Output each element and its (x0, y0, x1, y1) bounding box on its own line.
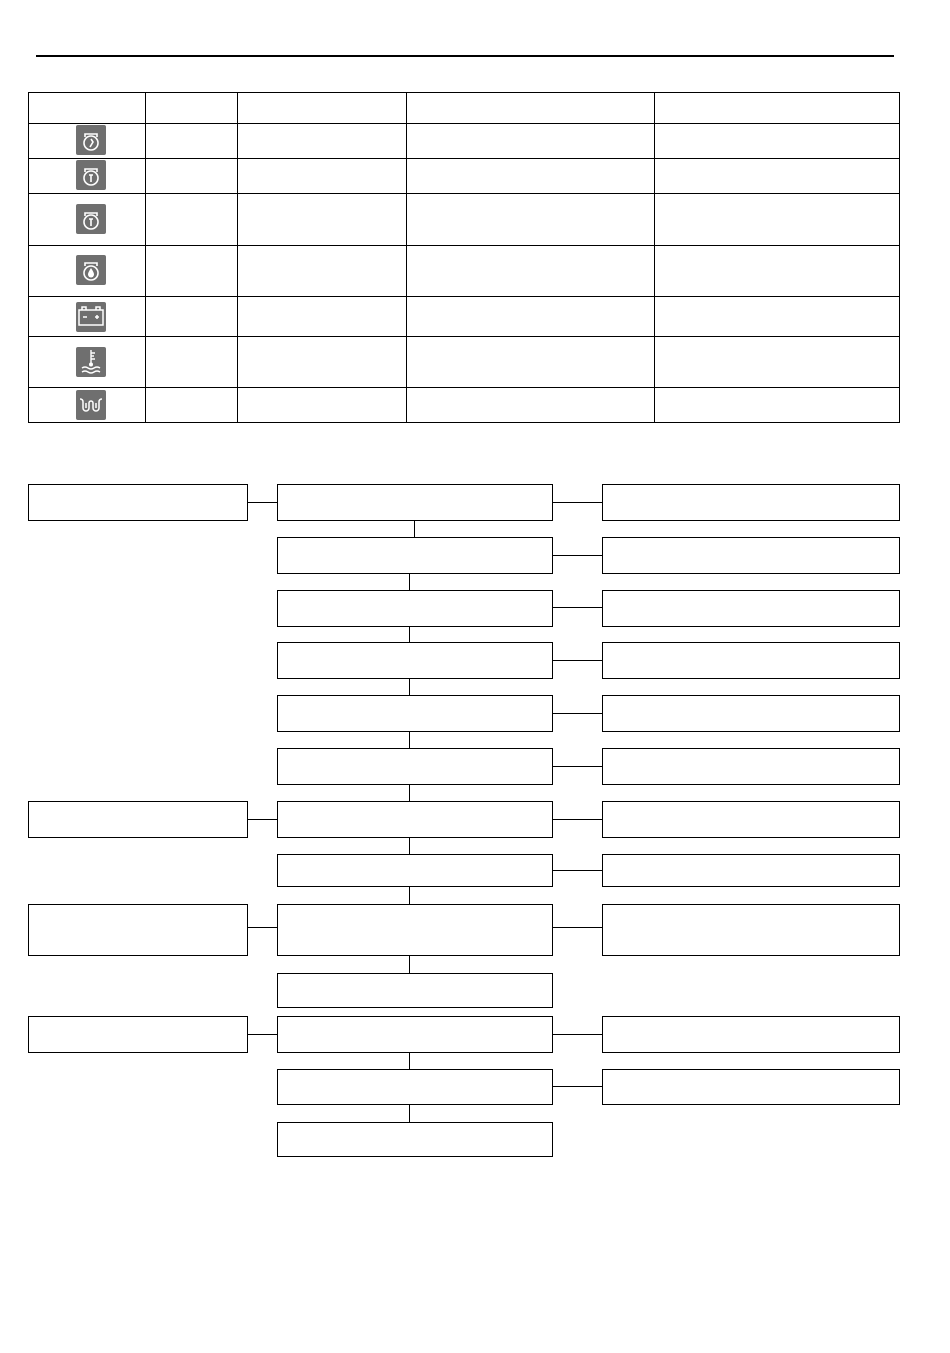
flow-middle-box-7 (277, 801, 553, 838)
engine-speed-warning-icon (76, 125, 106, 155)
connector-left-1 (248, 502, 277, 503)
connector-left-4 (248, 1034, 277, 1035)
flow-middle-box-2 (277, 537, 553, 574)
connector-down-11 (409, 1105, 410, 1122)
glow-plug-icon (76, 390, 106, 420)
connector-left-2 (248, 819, 277, 820)
flow-middle-box-11 (277, 1016, 553, 1053)
flow-right-box-5 (602, 695, 900, 732)
flow-middle-box-13 (277, 1122, 553, 1157)
flow-middle-box-4 (277, 642, 553, 679)
connector-right-6 (553, 766, 602, 767)
header-rule (36, 55, 894, 57)
flow-left-box-4 (28, 1016, 248, 1053)
connector-right-1 (553, 502, 602, 503)
connector-right-9 (553, 927, 602, 928)
connector-right-7 (553, 819, 602, 820)
flow-right-box-8 (602, 854, 900, 887)
connector-down-2 (409, 574, 410, 590)
connector-down-10 (409, 1053, 410, 1069)
flow-right-box-4 (602, 642, 900, 679)
flow-middle-box-12 (277, 1069, 553, 1105)
flow-left-box-1 (28, 484, 248, 521)
flow-right-box-3 (602, 590, 900, 627)
connector-down-3 (409, 627, 410, 642)
flow-middle-box-6 (277, 748, 553, 785)
connector-down-1 (414, 521, 415, 537)
flow-right-box-6 (602, 748, 900, 785)
oil-pressure-icon (76, 255, 106, 285)
connector-down-8 (409, 887, 410, 904)
flow-middle-box-8 (277, 854, 553, 887)
connector-right-8 (553, 870, 602, 871)
flow-middle-box-3 (277, 590, 553, 627)
connector-down-6 (409, 785, 410, 801)
connector-right-2 (553, 555, 602, 556)
flow-right-box-1 (602, 484, 900, 521)
flow-right-box-2 (602, 537, 900, 574)
battery-icon (76, 302, 106, 332)
warning-lights-table (28, 92, 900, 423)
connector-down-9 (409, 956, 410, 973)
coolant-temperature-icon (76, 347, 106, 377)
connector-left-3 (248, 927, 277, 928)
flow-left-box-2 (28, 801, 248, 838)
connector-right-4 (553, 660, 602, 661)
flow-middle-box-9 (277, 904, 553, 956)
flow-middle-box-10 (277, 973, 553, 1008)
flow-right-box-10 (602, 1016, 900, 1053)
flow-middle-box-1 (277, 484, 553, 521)
connector-right-10 (553, 1034, 602, 1035)
connector-right-3 (553, 607, 602, 608)
connector-right-11 (553, 1086, 602, 1087)
flow-middle-box-5 (277, 695, 553, 732)
flow-right-box-11 (602, 1069, 900, 1105)
connector-down-7 (409, 838, 410, 854)
engine-fault-warning-icon (76, 160, 106, 190)
flow-right-box-9 (602, 904, 900, 956)
connector-down-4 (409, 679, 410, 695)
flow-left-box-3 (28, 904, 248, 956)
connector-right-5 (553, 713, 602, 714)
connector-down-5 (409, 732, 410, 748)
engine-fault-alert-icon (76, 204, 106, 234)
flow-right-box-7 (602, 801, 900, 838)
